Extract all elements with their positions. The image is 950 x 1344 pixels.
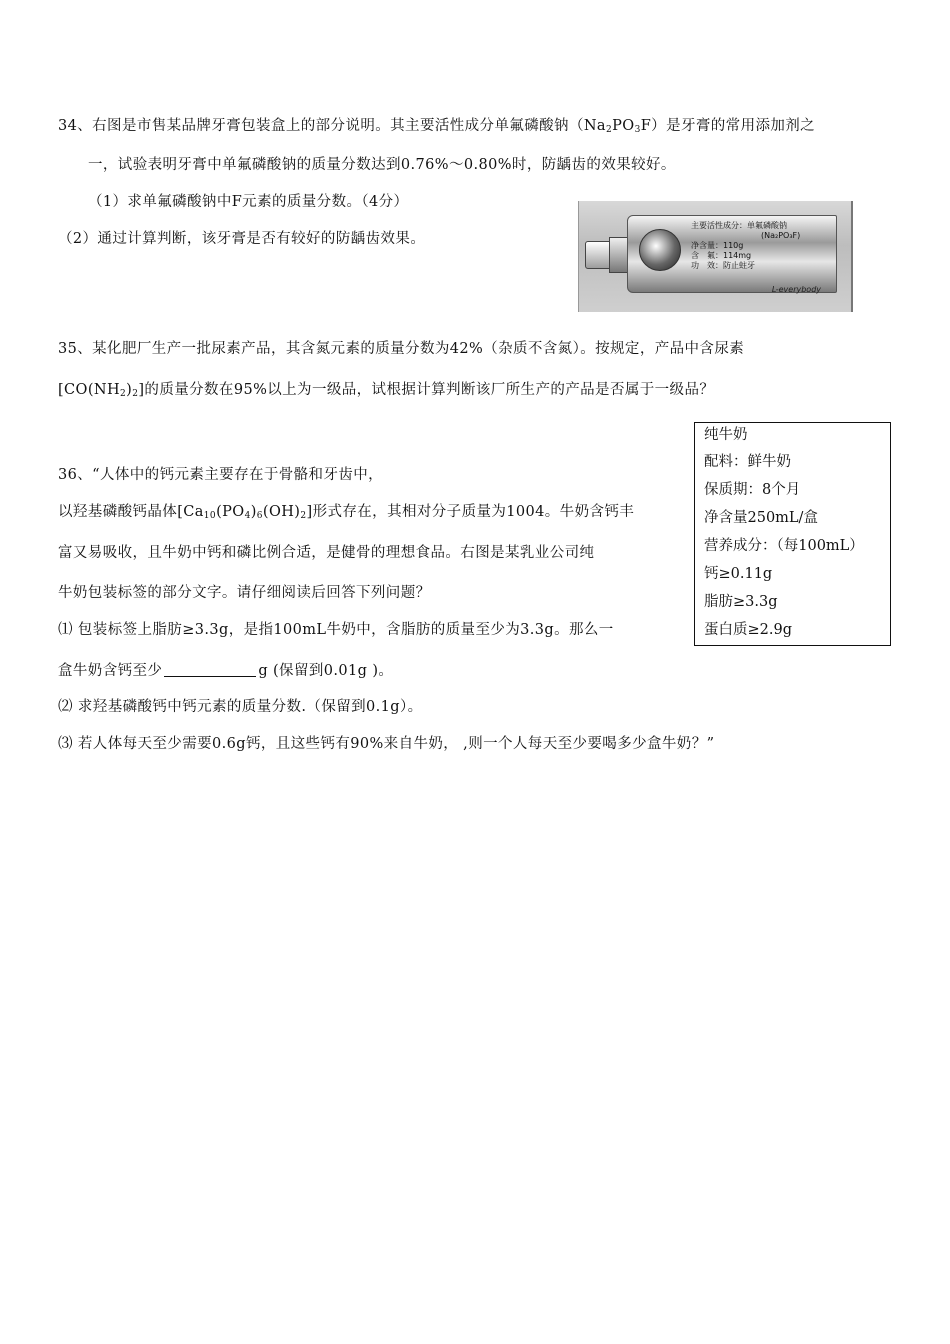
tube-row2: 净含量：110g — [691, 241, 744, 250]
milk-label-line: 净含量250mL/盒 — [704, 510, 818, 526]
brand-logo-icon — [639, 229, 681, 271]
tube-label-text — [691, 221, 800, 271]
q36-sub-4: 2 — [300, 511, 307, 521]
q34-part2: （2）通过计算判断，该牙膏是否有较好的防龋齿效果。 — [58, 231, 426, 247]
milk-label-line: 保质期：8个月 — [704, 482, 801, 498]
q36-text-c: ) — [250, 504, 257, 520]
q35-line1: 35、某化肥厂生产一批尿素产品，其含氮元素的质量分数为42%（杂质不含氮）。按规定，产品中含尿素 — [58, 341, 745, 357]
q35-sub-2: 2 — [132, 389, 139, 399]
q35-line2 — [58, 380, 714, 404]
tube-row1b: (Na₂PO₃F) — [761, 231, 801, 240]
milk-label-line: 配料：鲜牛奶 — [704, 454, 791, 470]
q36-sub1-text-a: 盒牛奶含钙至少 — [58, 663, 163, 679]
q34-part1: （1）求单氟磷酸钠中F元素的质量分数。（4分） — [88, 194, 409, 210]
tube-brand-text: L-everybody — [771, 285, 821, 294]
milk-label-line: 营养成分：（每100mL） — [704, 538, 864, 554]
milk-label-line: 脂肪≥3.3g — [704, 594, 778, 610]
q36-sub1-text-b: g (保留到0.01g )。 — [258, 663, 394, 679]
q36-sub1-line1: ⑴ 包装标签上脂肪≥3.3g，是指100mL牛奶中，含脂肪的质量至少为3.3g。那么一 — [58, 622, 614, 638]
milk-label-line: 纯牛奶 — [704, 427, 748, 443]
q36-line3: 富又易吸收，且牛奶中钙和磷比例合适，是健骨的理想食品。右图是某乳业公司纯 — [58, 545, 595, 561]
tube-row1: 主要活性成分：单氟磷酸钠 — [691, 221, 787, 230]
q35-text-b: ) — [126, 382, 133, 398]
milk-label-box — [694, 422, 891, 646]
q36-sub-1: 10 — [203, 511, 217, 521]
q35-text-c: ]的质量分数在95%以上为一级品，试根据计算判断该厂所生产的产品是否属于一级品？ — [138, 382, 715, 398]
answer-blank[interactable] — [164, 662, 256, 677]
q34-line2: 一，试验表明牙膏中单氟磷酸钠的质量分数达到0.76%～0.80%时，防龋齿的效果较好。 — [88, 157, 676, 173]
q36-text-a: 以羟基磷酸钙晶体[Ca — [58, 504, 204, 520]
q36-sub2: ⑵ 求羟基磷酸钙中钙元素的质量分数.（保留到0.1g）。 — [58, 699, 423, 715]
toothpaste-image — [578, 201, 853, 312]
q34-line1 — [58, 116, 815, 140]
tube-row4: 功 效：防止蛀牙 — [691, 261, 755, 270]
q35-sub-1: 2 — [120, 389, 127, 399]
q36-sub-2: 4 — [244, 511, 251, 521]
q36-line1: 36、“人体中的钙元素主要存在于骨骼和牙齿中， — [58, 467, 384, 483]
q36-line4: 牛奶包装标签的部分文字。请仔细阅读后回答下列问题？ — [58, 585, 431, 601]
q34-text-c: F）是牙膏的常用添加剂之 — [640, 118, 816, 134]
q36-sub-3: 6 — [256, 511, 263, 521]
tube-row3: 含 氟：114mg — [691, 251, 752, 260]
milk-label-line: 蛋白质≥2.9g — [704, 622, 792, 638]
q36-sub3: ⑶ 若人体每天至少需要0.6g钙，且这些钙有90%来自牛奶， ,则一个人每天至少要喝多少盒牛奶？” — [58, 736, 715, 752]
q36-text-b: (PO — [216, 504, 245, 520]
milk-label-line: 钙≥0.11g — [704, 566, 773, 582]
q36-line2 — [58, 502, 634, 526]
q34-text-a: 34、右图是市售某品牌牙膏包装盒上的部分说明。其主要活性成分单氟磷酸钠（Na — [58, 118, 606, 134]
q36-sub1-line2 — [58, 661, 393, 681]
q36-text-d: (OH) — [262, 504, 301, 520]
q36-text-e: ]形式存在，其相对分子质量为1004。牛奶含钙丰 — [306, 504, 635, 520]
q34-sub-1: 2 — [605, 125, 613, 135]
q34-text-b: PO — [612, 118, 635, 134]
q35-text-a: [CO(NH — [58, 382, 121, 398]
q34-sub-2: 3 — [634, 125, 641, 135]
